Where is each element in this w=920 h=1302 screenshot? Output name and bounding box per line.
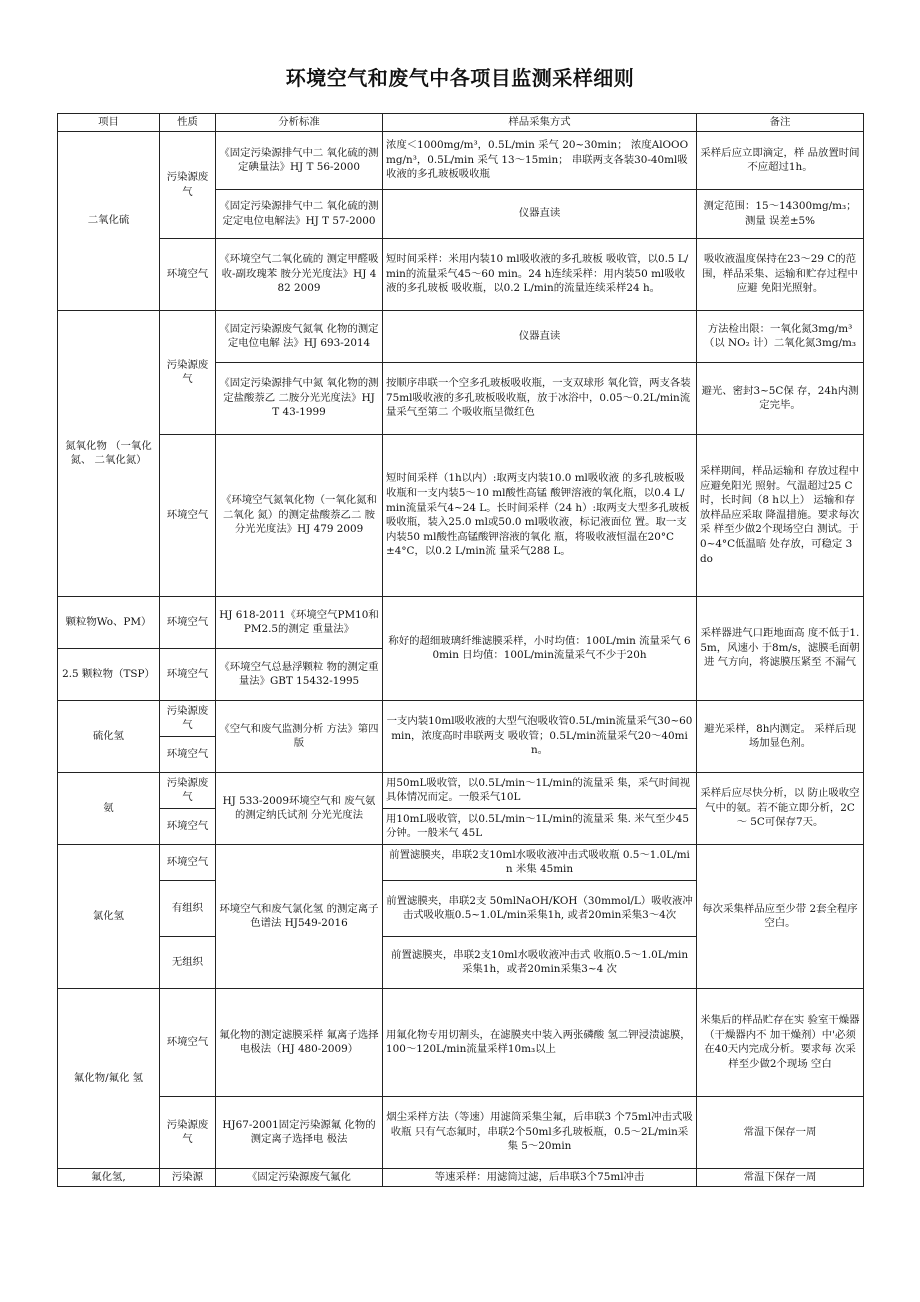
standard-cell: 《环境空气总悬浮颗粒 物的测定重量法》GBT 15432-1995 xyxy=(216,648,383,700)
item-cell: 二氧化硫 xyxy=(58,131,160,310)
standard-cell: 《固定污染源排气中二 氧化硫的测定定电位电解法》HJ T 57-2000 xyxy=(216,189,383,238)
sampling-cell: 按顺序串联一个空多孔玻板吸收瓶，一支双球形 氧化管，两支各装75ml吸收液的多孔玻板吸收瓶，放于冰浴中，0.05～0.2L/min流量采气至第二 个吸收瓶呈微红色 xyxy=(383,362,697,434)
header-standard: 分析标准 xyxy=(216,114,383,132)
sampling-cell: 前置滤膜夹，串联2支 50mlNaOH/KOH（30mmol/L）吸收液冲击式吸收瓶0.5~1.0L/min采集1h, 或者20min采集3～4次 xyxy=(383,880,697,936)
sampling-cell: 短时间采样（1h以内）:取两支内装10.0 ml吸收液 的多孔玻板吸收瓶和一支内装5～10 ml酸性高锰 酸钾溶液的氧化瓶，以0.4 L/min流量采气4~24 L。长时间采样（24 h）:取两支大型多孔玻板吸收瓶，装入25.0 ml或50.0 ml吸收液，标记液面位 置。取一支内装50 ml酸性高锰酸钾溶液的氧化 瓶，将吸收液恒温在20°C±4°C，以0.2 L/min流 量采气288 L。 xyxy=(383,434,697,596)
nature-cell: 环境空气 xyxy=(160,844,216,880)
item-cell: 氨 xyxy=(58,772,160,844)
table-row xyxy=(58,1168,864,1186)
item-cell: 氟化物/氟化 氢 xyxy=(58,988,160,1168)
standard-cell: 《固定污染源排气中氮 氧化物的测定盐酸萘乙 二胺分光光度法》HJ T 43-1999 xyxy=(216,362,383,434)
notes-cell: 避光、密封3~5C保 存，24h内测定完毕。 xyxy=(697,362,864,434)
nature-cell: 环境空气 xyxy=(160,434,216,596)
table-row xyxy=(58,1096,864,1168)
notes-cell: 避光采样，8h内测定。 采样后现场加显色剂。 xyxy=(697,700,864,772)
nature-cell: 环境空气 xyxy=(160,648,216,700)
notes-cell: 米集后的样品贮存在实 验室干燥器（干燥器内不 加干燥剂）中'必须在40天内完成分析。要求每 次采样至少做2个现场 空白 xyxy=(697,988,864,1096)
item-cell: 氟化氢, xyxy=(58,1168,160,1186)
item-cell: 2.5 颗粒物（TSP） xyxy=(58,648,160,700)
table-row xyxy=(58,988,864,1096)
standard-cell: 《固定污染源排气中二 氧化硫的测定碘量法》HJ T 56-2000 xyxy=(216,131,383,189)
header-nature: 性质 xyxy=(160,114,216,132)
sampling-cell: 用50mL吸收管，以0.5L/min～1L/min的流量采 集，采气时间视具体情况而定。一般采气10L xyxy=(383,772,697,808)
sampling-cell: 用氟化物专用切割头，在滤膜夹中装入两张磷酸 氢二钾浸渍滤膜，100～120L/min流量采样10m₃以上 xyxy=(383,988,697,1096)
table-row xyxy=(58,700,864,736)
table-row xyxy=(58,596,864,648)
standard-cell: 《环境空气氮氧化物（一氧化氮和二氧化 氮）的测定盐酸萘乙二 胺分光光度法》HJ 479 2009 xyxy=(216,434,383,596)
sampling-cell: 称好的超细玻璃纤维滤膜采样，小时均值：100L/min 流量采气 60min 日均值：100L/min流量采气不少于20h xyxy=(383,596,697,700)
header-notes: 备注 xyxy=(697,114,864,132)
header-sampling: 样品采集方式 xyxy=(383,114,697,132)
standard-cell: 《固定污染源废气氟化 xyxy=(216,1168,383,1186)
nature-cell: 污染源废气 xyxy=(160,772,216,808)
nature-cell: 有组织 xyxy=(160,880,216,936)
standard-cell: HJ67-2001固定污染源氟 化物的测定离子选择电 极法 xyxy=(216,1096,383,1168)
item-cell: 颗粒物Wo、PM） xyxy=(58,596,160,648)
item-cell: 氯化氢 xyxy=(58,844,160,988)
table-row xyxy=(58,238,864,310)
nature-cell: 污染源废气 xyxy=(160,700,216,736)
sampling-cell: 短时间采样：米用内装10 ml吸收液的多孔玻板 吸收管，以0.5 L/min的流量采气45～60 min。24 h连续采样：用内装50 ml吸收液的多孔玻板 吸收瓶，以0.2 L/min的流量连续采样24 h。 xyxy=(383,238,697,310)
sampling-cell: 前置滤膜夹，串联2支10ml水吸收液冲击式吸收瓶 0.5～1.0L/min 米集 45min xyxy=(383,844,697,880)
notes-cell: 采样后应尽快分析，以 防止吸收空气中的氨。若不能立即分析，2C～ 5C可保存7天。 xyxy=(697,772,864,844)
nature-cell: 污染源废气 xyxy=(160,310,216,434)
sampling-table xyxy=(57,113,864,1187)
item-cell: 氮氧化物 （一氧化氮、 二氧化氮） xyxy=(58,310,160,596)
notes-cell: 方法检出限：一氧化氮3mg/m³（以 NO₂ 计）二氧化氮3mg/m₃ xyxy=(697,310,864,362)
notes-cell: 采样器进气口距地面高 度不低于1.5m，风速小 于8m/s，滤膜毛面朝进 气方向，将滤膜压紧至 不漏气 xyxy=(697,596,864,700)
notes-cell: 测定范围：15～14300mg/m₃；测量 误差±5% xyxy=(697,189,864,238)
standard-cell: HJ 618-2011《环境空气PM10和PM2.5的测定 重量法》 xyxy=(216,596,383,648)
sampling-cell: 用10mL吸收管，以0.5L/min～1L/min的流量采 集. 米气至少45分钟。一般米气 45L xyxy=(383,808,697,844)
standard-cell: HJ 533-2009环境空气和 废气氨的测定纳氏试剂 分光光度法 xyxy=(216,772,383,844)
standard-cell: 氟化物的测定滤膜采样 氟离子选择电极法（HJ 480-2009） xyxy=(216,988,383,1096)
sampling-cell: 前置滤膜夹，串联2支10ml水吸收液冲击式 收瓶0.5～1.0L/min采集1h，或者20min采集3~4 次 xyxy=(383,936,697,988)
nature-cell: 环境空气 xyxy=(160,736,216,772)
header-row xyxy=(58,114,864,132)
table-row xyxy=(58,434,864,596)
sampling-cell: 浓度＜1000mg/m³，0.5L/min 采气 20~30min； 浓度AlOOOmg/n³，0.5L/min 采气 13～15min； 串联两支各装30-40ml吸收液的多孔玻板吸收瓶 xyxy=(383,131,697,189)
notes-cell: 吸收液温度保持在23～29 C的范围，样品采集、运输和贮存过程中应避 免阳光照射。 xyxy=(697,238,864,310)
sampling-cell: 一支内装10ml吸收液的大型气泡吸收管0.5L/min流量采气30~60min，浓度高时串联两支 吸收管；0.5L/min流量采气20～40min。 xyxy=(383,700,697,772)
table-row xyxy=(58,772,864,808)
nature-cell: 环境空气 xyxy=(160,596,216,648)
standard-cell: 《环境空气二氧化硫的 测定甲醛吸收-副玫瑰苯 胺分光光度法》HJ 482 2009 xyxy=(216,238,383,310)
sampling-cell: 仪器直读 xyxy=(383,310,697,362)
page-title: 环境空气和废气中各项目监测采样细则 xyxy=(285,66,635,90)
notes-cell: 每次采集样品应至少带 2套全程序空白。 xyxy=(697,844,864,988)
nature-cell: 环境空气 xyxy=(160,988,216,1096)
standard-cell: 《固定污染源废气氮氧 化物的测定定电位电解 法》HJ 693-2014 xyxy=(216,310,383,362)
table-row xyxy=(58,131,864,189)
header-item: 项目 xyxy=(58,114,160,132)
nature-cell: 污染源 xyxy=(160,1168,216,1186)
nature-cell: 污染源废气 xyxy=(160,1096,216,1168)
sampling-cell: 等速采样：用滤筒过滤，后串联3个75ml冲击 xyxy=(383,1168,697,1186)
sampling-cell: 仪器直读 xyxy=(383,189,697,238)
notes-cell: 采样期间，样品运输和 存放过程中应避免阳光 照射。气温超过25 C 时，长时间（8 h以上） 运输和存放样品应采取 降温措施。要求每次采 样至少做2个现场空白 测试。于0~4°C低温暗 处存放，可稳定 3 do xyxy=(697,434,864,596)
table-row xyxy=(58,310,864,362)
standard-cell: 环境空气和废气氯化氢 的测定离子色谱法 HJ549-2016 xyxy=(216,844,383,988)
item-cell: 硫化氢 xyxy=(58,700,160,772)
nature-cell: 污染源废气 xyxy=(160,131,216,238)
notes-cell: 采样后应立即滴定，样 品放置时间不应超过1h。 xyxy=(697,131,864,189)
nature-cell: 环境空气 xyxy=(160,238,216,310)
sampling-cell: 烟尘采样方法（等速）用滤筒采集尘氟，后串联3 个75ml冲击式吸收瓶 只有气态氟时，串联2个50ml多孔玻板瓶，0.5～2L/min采集 5～20min xyxy=(383,1096,697,1168)
nature-cell: 无组织 xyxy=(160,936,216,988)
standard-cell: 《空气和废气监测分析 方法》第四版 xyxy=(216,700,383,772)
nature-cell: 环境空气 xyxy=(160,808,216,844)
notes-cell: 常温下保存一周 xyxy=(697,1168,864,1186)
notes-cell: 常温下保存一周 xyxy=(697,1096,864,1168)
table-row xyxy=(58,844,864,880)
